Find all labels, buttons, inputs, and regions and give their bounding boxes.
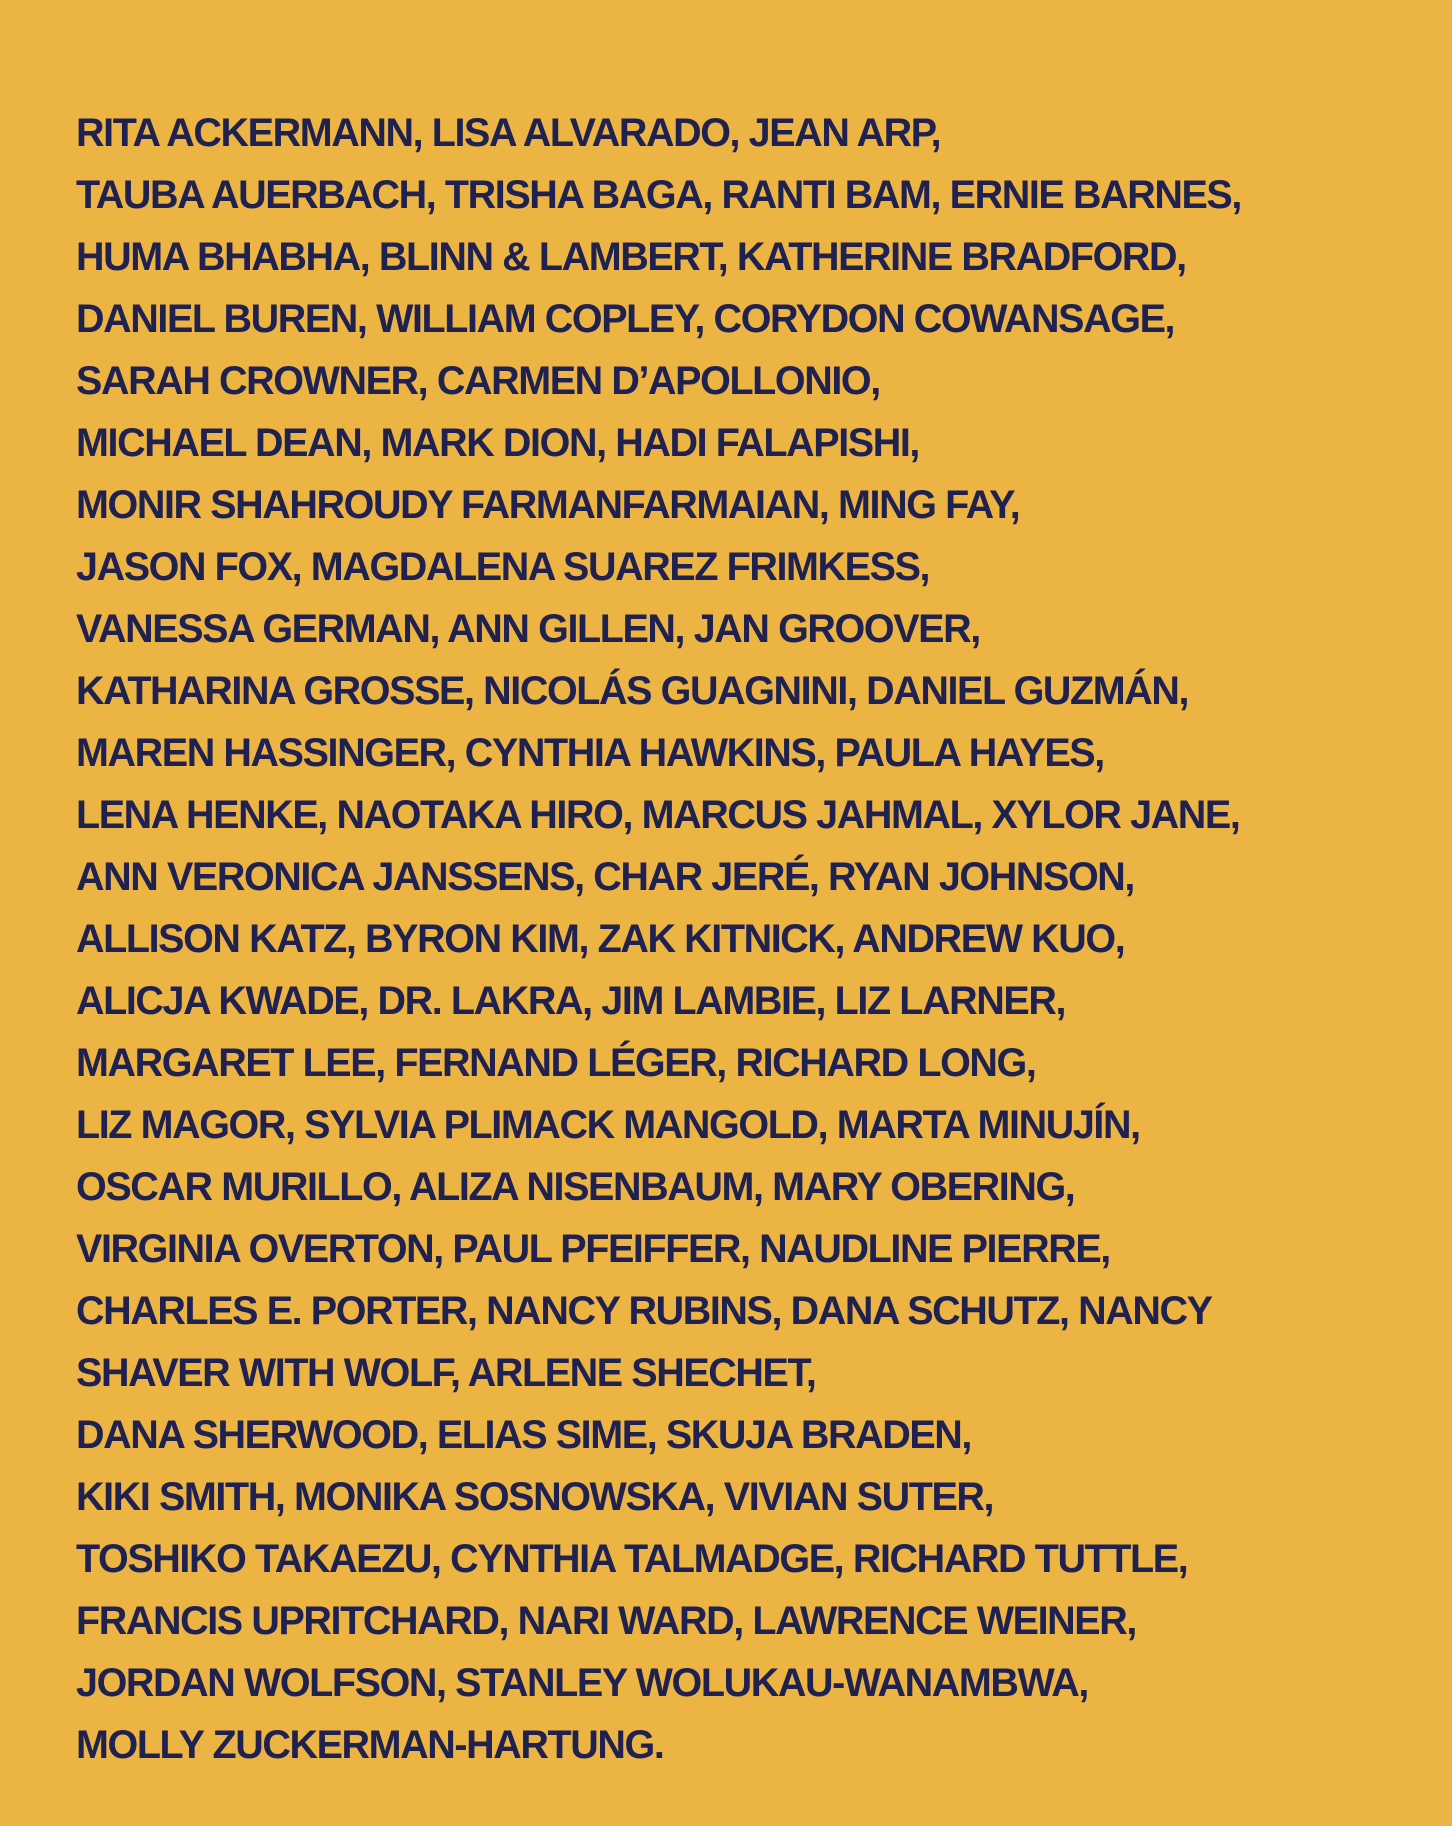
- artist-line: LIZ MAGOR, SYLVIA PLIMACK MANGOLD, MARTA MINUJÍN,: [76, 1103, 1140, 1147]
- artist-line: ALICJA KWADE, DR. LAKRA, JIM LAMBIE, LIZ LARNER,: [76, 979, 1066, 1023]
- artist-line: KATHARINA GROSSE, NICOLÁS GUAGNINI, DANIEL GUZMÁN,: [76, 669, 1189, 713]
- artist-line: MAREN HASSINGER, CYNTHIA HAWKINS, PAULA HAYES,: [76, 731, 1104, 775]
- artist-line: VANESSA GERMAN, ANN GILLEN, JAN GROOVER,: [76, 607, 980, 651]
- artist-line: JASON FOX, MAGDALENA SUAREZ FRIMKESS,: [76, 545, 930, 589]
- artist-line: MOLLY ZUCKERMAN-HARTUNG.: [76, 1723, 664, 1767]
- artist-line: TOSHIKO TAKAEZU, CYNTHIA TALMADGE, RICHARD TUTTLE,: [76, 1537, 1188, 1581]
- artist-line: OSCAR MURILLO, ALIZA NISENBAUM, MARY OBERING,: [76, 1165, 1075, 1209]
- artist-line: KIKI SMITH, MONIKA SOSNOWSKA, VIVIAN SUTER,: [76, 1475, 994, 1519]
- artist-line: MONIR SHAHROUDY FARMANFARMAIAN, MING FAY,: [76, 483, 1020, 527]
- artist-line: RITA ACKERMANN, LISA ALVARADO, JEAN ARP,: [76, 111, 941, 155]
- artist-line: HUMA BHABHA, BLINN & LAMBERT, KATHERINE BRADFORD,: [76, 235, 1186, 279]
- artist-line: CHARLES E. PORTER, NANCY RUBINS, DANA SCHUTZ, NANCY: [76, 1289, 1212, 1333]
- artist-line: JORDAN WOLFSON, STANLEY WOLUKAU-WANAMBWA,: [76, 1661, 1088, 1705]
- artist-line: ALLISON KATZ, BYRON KIM, ZAK KITNICK, ANDREW KUO,: [76, 917, 1125, 961]
- artist-line: SARAH CROWNER, CARMEN D’APOLLONIO,: [76, 359, 880, 403]
- artist-line: TAUBA AUERBACH, TRISHA BAGA, RANTI BAM, ERNIE BARNES,: [76, 173, 1241, 217]
- artist-line: SHAVER WITH WOLF, ARLENE SHECHET,: [76, 1351, 816, 1395]
- artist-line: DANA SHERWOOD, ELIAS SIME, SKUJA BRADEN,: [76, 1413, 972, 1457]
- artist-line: LENA HENKE, NAOTAKA HIRO, MARCUS JAHMAL, XYLOR JANE,: [76, 793, 1240, 837]
- artist-line: VIRGINIA OVERTON, PAUL PFEIFFER, NAUDLINE PIERRE,: [76, 1227, 1110, 1271]
- artist-line: MICHAEL DEAN, MARK DION, HADI FALAPISHI,: [76, 421, 920, 465]
- artist-line: FRANCIS UPRITCHARD, NARI WARD, LAWRENCE WEINER,: [76, 1599, 1136, 1643]
- artist-name-list: [76, 102, 1241, 1776]
- artist-line: ANN VERONICA JANSSENS, CHAR JERÉ, RYAN JOHNSON,: [76, 855, 1134, 899]
- artist-line: DANIEL BUREN, WILLIAM COPLEY, CORYDON COWANSAGE,: [76, 297, 1175, 341]
- artist-line: MARGARET LEE, FERNAND LÉGER, RICHARD LONG,: [76, 1041, 1036, 1085]
